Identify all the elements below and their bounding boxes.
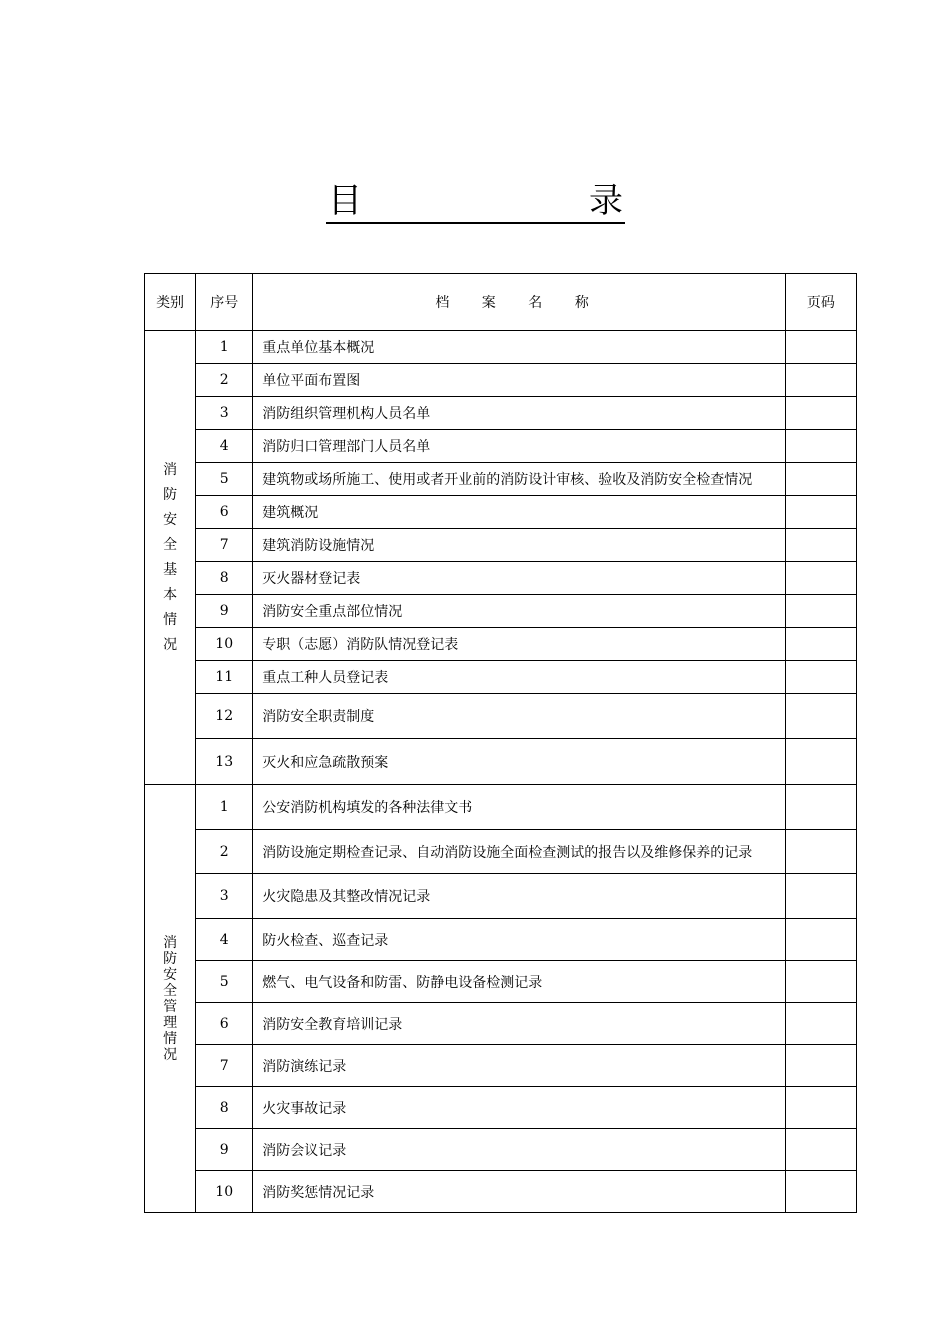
table-row: [145, 430, 857, 463]
row-number: 1: [196, 331, 253, 364]
table-row: [145, 661, 857, 694]
row-title: 单位平面布置图: [253, 364, 785, 397]
row-page: [785, 364, 856, 397]
table-row: [145, 694, 857, 739]
table-row: [145, 628, 857, 661]
row-number: 5: [196, 961, 253, 1003]
row-page: [785, 562, 856, 595]
row-title: 专职（志愿）消防队情况登记表: [253, 628, 785, 661]
row-number: 11: [196, 661, 253, 694]
table-row: [145, 562, 857, 595]
row-title: 火灾隐患及其整改情况记录: [253, 874, 785, 919]
row-title: 火灾事故记录: [253, 1087, 785, 1129]
row-page: [785, 496, 856, 529]
row-number: 8: [196, 1087, 253, 1129]
row-title: 消防安全职责制度: [253, 694, 785, 739]
table-row: [145, 496, 857, 529]
row-title: 重点工种人员登记表: [253, 661, 785, 694]
title-char-2: 录: [589, 181, 623, 221]
row-page: [785, 595, 856, 628]
row-page: [785, 874, 856, 919]
row-page: [785, 1087, 856, 1129]
table-row: [145, 1087, 857, 1129]
row-page: [785, 628, 856, 661]
row-title: 消防归口管理部门人员名单: [253, 430, 785, 463]
row-title: 燃气、电气设备和防雷、防静电设备检测记录: [253, 961, 785, 1003]
header-page: 页码: [785, 274, 856, 331]
table-row: [145, 874, 857, 919]
row-title: 重点单位基本概况: [253, 331, 785, 364]
page-title: [326, 180, 625, 224]
row-number: 3: [196, 874, 253, 919]
table-row: [145, 529, 857, 562]
row-page: [785, 961, 856, 1003]
row-title: 建筑概况: [253, 496, 785, 529]
row-number: 1: [196, 785, 253, 830]
row-number: 10: [196, 1171, 253, 1213]
row-page: [785, 694, 856, 739]
table-row: [145, 1045, 857, 1087]
row-page: [785, 1129, 856, 1171]
row-page: [785, 785, 856, 830]
row-title: 防火检查、巡查记录: [253, 919, 785, 961]
row-title: 公安消防机构填发的各种法律文书: [253, 785, 785, 830]
row-number: 6: [196, 496, 253, 529]
header-name: 档 案 名 称: [253, 274, 785, 331]
table-row: [145, 1003, 857, 1045]
row-page: [785, 739, 856, 785]
row-number: 4: [196, 919, 253, 961]
row-number: 3: [196, 397, 253, 430]
row-page: [785, 1171, 856, 1213]
table-row: [145, 364, 857, 397]
table-row: [145, 1171, 857, 1213]
row-title: 消防演练记录: [253, 1045, 785, 1087]
row-number: 2: [196, 830, 253, 874]
category-cell-basic: [145, 331, 196, 785]
row-title: 消防安全重点部位情况: [253, 595, 785, 628]
row-page: [785, 331, 856, 364]
table-row: [145, 595, 857, 628]
row-number: 8: [196, 562, 253, 595]
row-page: [785, 1045, 856, 1087]
row-title: 建筑物或场所施工、使用或者开业前的消防设计审核、验收及消防安全检查情况: [253, 463, 785, 496]
row-number: 6: [196, 1003, 253, 1045]
table-row: [145, 1129, 857, 1171]
row-number: 7: [196, 1045, 253, 1087]
row-number: 10: [196, 628, 253, 661]
row-title: 消防设施定期检查记录、自动消防设施全面检查测试的报告以及维修保养的记录: [253, 830, 785, 874]
header-number: 序号: [196, 274, 253, 331]
row-page: [785, 529, 856, 562]
row-number: 2: [196, 364, 253, 397]
table-row: [145, 830, 857, 874]
table-row: [145, 397, 857, 430]
header-category: 类别: [145, 274, 196, 331]
table-row: [145, 961, 857, 1003]
row-title: 灭火器材登记表: [253, 562, 785, 595]
row-number: 5: [196, 463, 253, 496]
header-row: [145, 274, 857, 331]
toc-body: [145, 331, 857, 1213]
row-title: 灭火和应急疏散预案: [253, 739, 785, 785]
row-page: [785, 463, 856, 496]
row-page: [785, 830, 856, 874]
row-number: 9: [196, 595, 253, 628]
table-row: [145, 785, 857, 830]
table-row: [145, 331, 857, 364]
row-number: 13: [196, 739, 253, 785]
row-title: 消防会议记录: [253, 1129, 785, 1171]
row-page: [785, 919, 856, 961]
row-number: 9: [196, 1129, 253, 1171]
row-number: 7: [196, 529, 253, 562]
row-page: [785, 1003, 856, 1045]
category-cell-management: [145, 785, 196, 1213]
toc-table: [144, 273, 857, 1213]
table-row: [145, 739, 857, 785]
title-char-1: 目: [328, 181, 362, 221]
row-number: 4: [196, 430, 253, 463]
row-title: 消防安全教育培训记录: [253, 1003, 785, 1045]
row-page: [785, 397, 856, 430]
row-page: [785, 430, 856, 463]
category-label: 消防安全基本情况: [163, 461, 178, 653]
table-row: [145, 919, 857, 961]
category-label: 消防安全管理情况: [163, 934, 178, 1063]
row-title: 消防组织管理机构人员名单: [253, 397, 785, 430]
table-row: [145, 463, 857, 496]
row-title: 消防奖惩情况记录: [253, 1171, 785, 1213]
row-title: 建筑消防设施情况: [253, 529, 785, 562]
row-number: 12: [196, 694, 253, 739]
row-page: [785, 661, 856, 694]
